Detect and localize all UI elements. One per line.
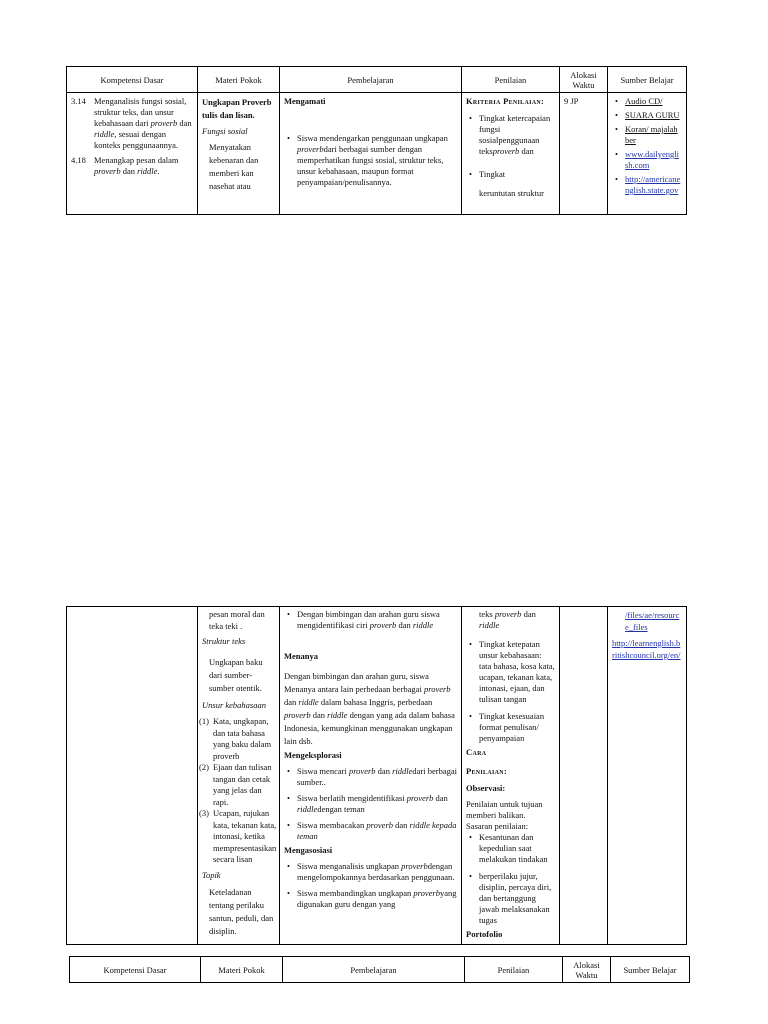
kd-item: 3.14 Menganalisis fungsi sosial, struktur teks, dan unsur kebahasaan dari proverb dan riddle, sesuai dengan konteks penggunaannya. — [71, 96, 192, 150]
header-sumber-belajar: Sumber Belajar — [611, 957, 690, 983]
header-pembelajaran: Pembelajaran — [283, 957, 465, 983]
list-item: • Siswa menganalisis ungkapan proverbdengan mengelompokannya berdasarkan penggunaan. — [297, 861, 457, 883]
menanya-heading: Menanya — [284, 651, 318, 661]
penilaian-label: Penilaian: — [466, 766, 508, 776]
list-item: • Dengan bimbingan dan arahan guru siswa mengidentifikasi ciri proverb dan riddle — [297, 609, 457, 631]
list-item: • Siswa mendengarkan penggunaan ungkapan proverbdari berbagai sumber dengan memperhatikan fungsi sosial, struktur teks, unsur kebahasaan, maupun format penyampaian/penulisannya. — [297, 133, 457, 188]
header-materi-pokok: Materi Pokok — [201, 957, 283, 983]
penilaian-cell: teks proverb dan riddle • Tingkat ketepatan unsur kebahasaan: tata bahasa, kosa kata, ucapan, tekanan kata, intonasi, ejaan, dan tulisan tangan • Tingkat kesesuaian format penulisan/ penyampaian Cara Penilaian: Observasi: Penilaian untuk tujuan memberi balikan. Sasaran penilaian: • Kesantunan dan kepedulian saat melakukan tindakan • berperilaku jujur, disiplin, percaya diri, dan bertanggung jawab melaksanakan tugas Portofolio — [462, 607, 560, 945]
waktu-value: 9 JP — [564, 96, 579, 106]
materi-pokok-cell: pesan moral dan teka teki . Struktur teks Ungkapan baku dari sumber-sumber otentik. Unsur kebahasaan (1) Kata, ungkapan, dan tata bahasa yang baku dalam proverb (2) Ejaan dan tulisan tangan dan cetak yang jelas dan rapi. (3) Ucapan, rujukan kata, tekanan kata, intonasi, ketika mempresentasikan secara lisan Topik Keteladanan tentang perilaku santun, peduli, dan disiplin. — [198, 607, 280, 945]
penilaian-cell: Kriteria Penilaian: • Tingkat ketercapaian fungsi sosialpenggunaan teksproverb dan • Tingkat keruntutan struktur — [462, 93, 560, 215]
topik-text: Keteladanan tentang perilaku santun, peduli, dan disiplin. — [209, 887, 274, 936]
syllabus-table-page2 — [66, 606, 687, 945]
list-item: • Siswa membacakan proverb dan riddle kepada teman — [297, 820, 457, 842]
source-link[interactable]: http://learnenglish.britishcouncil.org/en/ — [612, 638, 681, 660]
header-pembelajaran: Pembelajaran — [280, 67, 462, 93]
source-item — [625, 174, 682, 196]
unsur-kebahasaan-label: Unsur kebahasaan — [202, 699, 266, 710]
list-item: • Siswa mencari proverb dan riddledari berbagai sumber.. — [297, 766, 457, 788]
source-item: • SUARA GURU — [625, 110, 682, 121]
list-item: (2) Ejaan dan tulisan tangan dan cetak yang jelas dan rapi. — [199, 762, 272, 807]
mengamati-heading: Mengamati — [284, 96, 326, 106]
pembelajaran-cell — [280, 93, 462, 215]
list-item: (3) Ucapan, rujukan kata, tekanan kata, intonasi, ketika mempresentasikan secara lisan — [199, 808, 277, 864]
mengeksplorasi-heading: Mengeksplorasi — [284, 750, 342, 760]
header-alokasi-waktu: Alokasi Waktu — [563, 957, 611, 983]
list-item: (1) Kata, ungkapan, dan tata bahasa yang baku dalam proverb — [199, 716, 272, 761]
kd-item: 4.18 Menangkap pesan dalam proverb dan riddle. — [71, 155, 179, 176]
topik-label: Topik — [202, 869, 221, 880]
table-row — [67, 93, 687, 215]
source-item — [625, 149, 682, 171]
header-materi-pokok: Materi Pokok — [198, 67, 280, 93]
table-header-row — [70, 957, 690, 983]
mengasosiasi-heading: Mengasosiasi — [284, 845, 333, 855]
sumber-belajar-cell — [608, 93, 687, 215]
header-penilaian: Penilaian — [465, 957, 563, 983]
list-item: • Tingkat — [479, 169, 555, 180]
syllabus-table-page1 — [66, 66, 687, 215]
list-item: • Tingkat kesesuaian format penulisan/ penyampaian — [479, 711, 555, 744]
list-item: • Siswa membandingkan ungkapan proverbyang digunakan guru dengan yang — [297, 888, 457, 910]
kompetensi-dasar-cell — [67, 607, 198, 945]
pembelajaran-cell — [280, 607, 462, 945]
source-item: • Koran/ majalah ber — [625, 124, 682, 146]
source-item: • Audio CD/ — [625, 96, 682, 107]
alokasi-waktu-cell — [560, 93, 608, 215]
struktur-teks-text: Ungkapan baku dari sumber-sumber otentik. — [209, 656, 263, 693]
observasi-label: Observasi: — [466, 783, 506, 793]
source-link[interactable]: /files/ae/resource_files — [625, 610, 680, 632]
syllabus-table-page3-header — [69, 956, 690, 983]
kompetensi-dasar-cell — [67, 93, 198, 215]
table-header-row — [67, 67, 687, 93]
kriteria-penilaian-heading: Kriteria Penilaian: — [466, 96, 545, 106]
cara-label: Cara — [466, 747, 487, 757]
fungsi-sosial-text: Menyatakan kebenaran dan memberi kan nasehat atau — [209, 142, 259, 191]
header-kompetensi-dasar: Kompetensi Dasar — [70, 957, 201, 983]
materi-title: Ungkapan Proverb tulis dan lisan. — [202, 97, 272, 120]
portofolio-label: Portofolio — [466, 929, 503, 939]
header-alokasi-waktu: Alokasi Waktu — [560, 67, 608, 93]
header-penilaian: Penilaian — [462, 67, 560, 93]
list-item: • Tingkat ketepatan unsur kebahasaan: tata bahasa, kosa kata, ucapan, tekanan kata, intonasi, ejaan, dan tulisan tangan — [479, 639, 555, 705]
alokasi-waktu-cell — [560, 607, 608, 945]
struktur-teks-label: Struktur teks — [202, 636, 246, 646]
fungsi-sosial-label: Fungsi sosial — [202, 126, 248, 136]
list-item: • Siswa berlatih mengidentifikasi proverb dan riddledengan teman — [297, 793, 457, 815]
table-row — [67, 607, 687, 945]
source-link[interactable]: www.dailyenglish.com — [625, 149, 679, 170]
menanya-text: Dengan bimbingan dan arahan guru, siswa Menanya antara lain perbedaan berbagai proverb dan riddle dalam bahasa Inggris, perbedaan proverb dan riddle dengan yang ada dalam bahasa Indonesia, kemungkinan menggunakan ungkapan lain dsb. — [284, 671, 455, 746]
materi-pokok-cell — [198, 93, 280, 215]
list-item: • berperilaku jujur, disiplin, percaya diri, dan bertanggung jawab melaksanakan tugas — [479, 871, 555, 926]
source-link[interactable]: http://americanenglish.state.gov — [625, 174, 681, 195]
list-item: • Kesantunan dan kepedulian saat melakukan tindakan — [479, 832, 555, 865]
header-kompetensi-dasar: Kompetensi Dasar — [67, 67, 198, 93]
sumber-belajar-cell — [608, 607, 687, 945]
header-sumber-belajar: Sumber Belajar — [608, 67, 687, 93]
list-item: • Tingkat ketercapaian fungsi sosialpenggunaan teksproverb dan — [479, 113, 555, 157]
